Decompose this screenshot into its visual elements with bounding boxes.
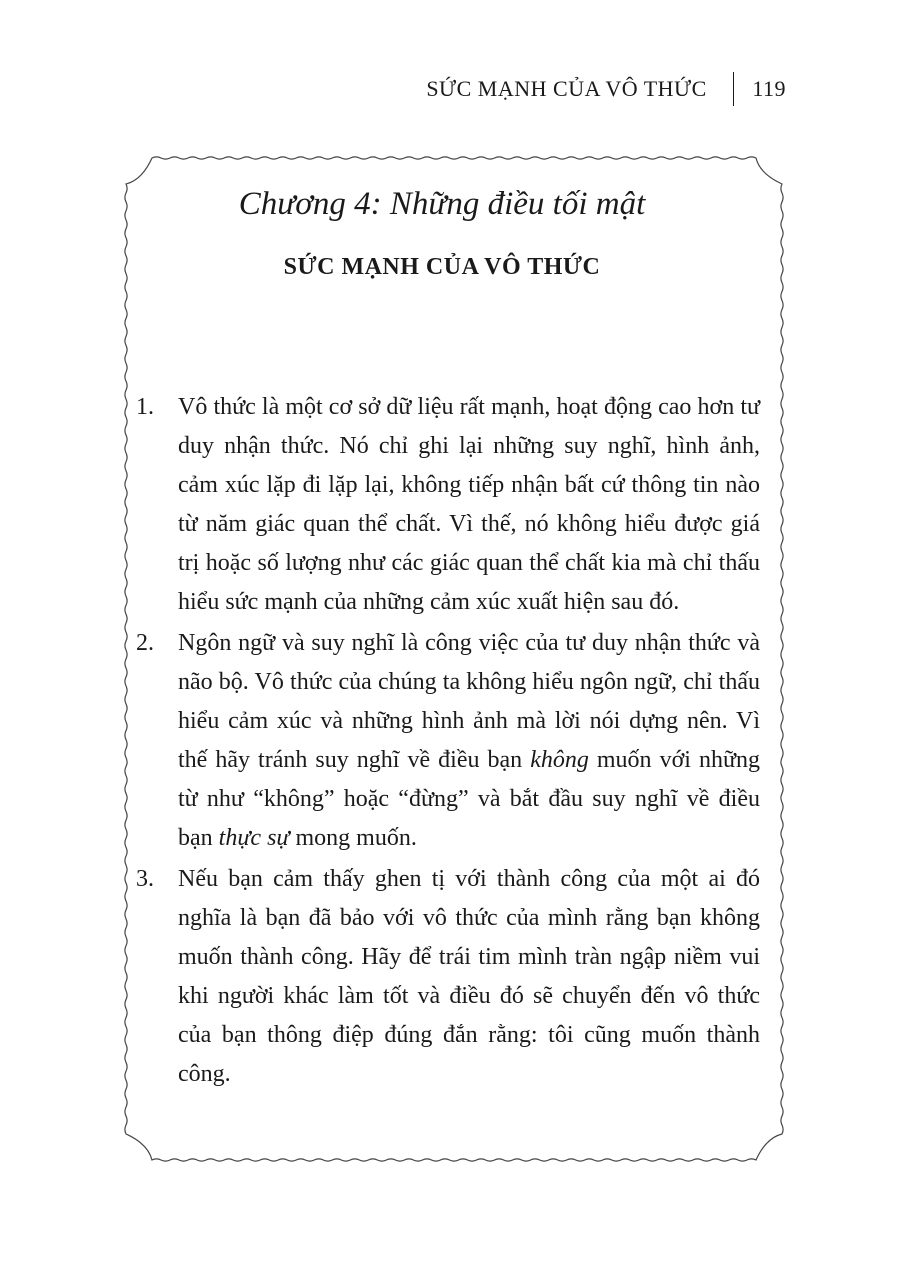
chapter-title: Chương 4: Những điều tối mật bbox=[238, 186, 646, 222]
page-number: 119 bbox=[752, 76, 786, 101]
section-title: SỨC MẠNH CỦA VÔ THỨC bbox=[283, 254, 601, 280]
list-item bbox=[136, 860, 760, 1094]
list-number: 2. bbox=[136, 630, 154, 656]
list-number: 1. bbox=[136, 394, 154, 420]
list-number: 3. bbox=[136, 866, 154, 892]
list-item bbox=[136, 624, 760, 858]
emphasis-text: thực sự bbox=[218, 825, 290, 851]
list-text: Vô thức là một cơ sở dữ liệu rất mạnh, hoạt động cao hơn tư duy nhận thức. Nó chỉ ghi lại những suy nghĩ, hình ảnh, cảm xúc lặp đi lặp lại, không tiếp nhận bất cứ thông tin nào từ năm giác quan thể chất. Vì thế, nó không hiểu được giá trị hoặc số lượng như các giác quan thể chất kia mà chỉ thấu hiểu sức mạnh của những cảm xúc xuất hiện sau đó. bbox=[178, 394, 760, 615]
list-text: Ngôn ngữ và suy nghĩ là công việc của tư duy nhận thức và não bộ. Vô thức của chúng ta không hiểu ngôn ngữ, chỉ thấu hiểu cảm xúc và những hình ảnh mà lời nói dựng nên. Vì thế hãy tránh suy nghĩ về điều bạn không muốn với những từ như “không” hoặc “đừng” và bắt đầu suy nghĩ về điều bạn thực sự mong muốn. bbox=[178, 630, 760, 851]
running-title: SỨC MẠNH CỦA VÔ THỨC bbox=[426, 76, 707, 101]
emphasis-text: không bbox=[530, 747, 589, 773]
list-text: Nếu bạn cảm thấy ghen tị với thành công của một ai đó nghĩa là bạn đã bảo với vô thức của mình rằng bạn không muốn thành công. Hãy để trái tim mình tràn ngập niềm vui khi người khác làm tốt và điều đó sẽ chuyển đến vô thức của bạn thông điệp đúng đắn rằng: tôi cũng muốn thành công. bbox=[178, 866, 760, 1087]
numbered-list bbox=[136, 388, 760, 1096]
list-item bbox=[136, 388, 760, 622]
